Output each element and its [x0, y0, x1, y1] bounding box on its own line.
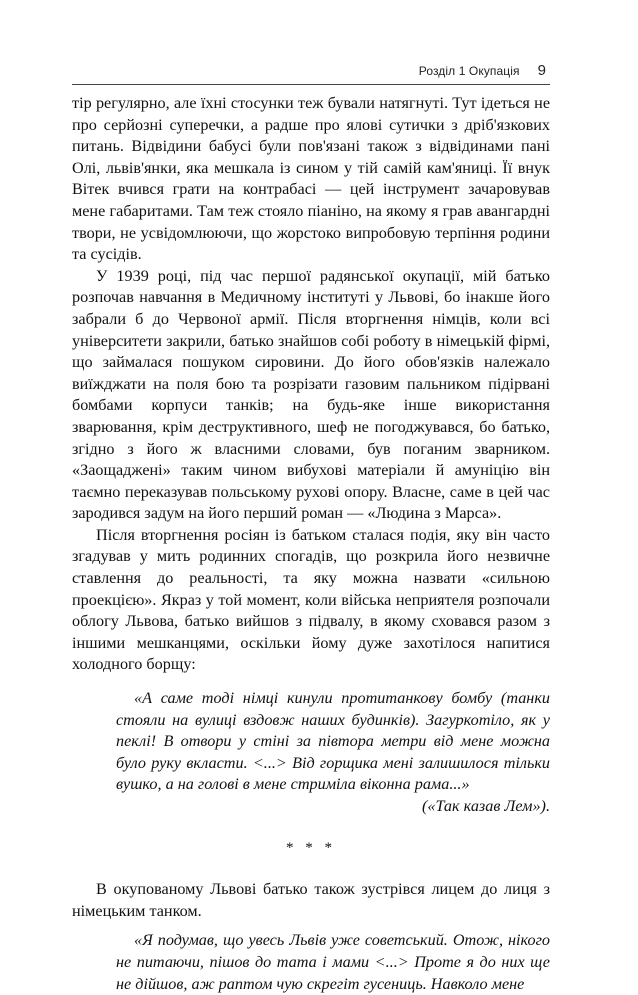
running-header [419, 62, 546, 79]
paragraph: Після вторгнення росіян із батьком сталася подія, яку він часто згадував у мить родинних спогадів, що розкрила його незвичне ставлення до реальності, та яку можна назвати «сильною проекцією». Якраз у той момент, коли війська неприятеля розпочали облогу Львова, батько вийшов з підвалу, в якому сховався разом з іншими мешканцями, оскільки йому дуже захотілося напитися холодного борщу: [72, 525, 550, 674]
paragraph: У 1939 році, під час першої радянської окупації, мій батько розпочав навчання в Медичному інституті у Львові, бо інакше його забрали б до Червоної армії. Після вторгнення німців, коли всі університети закрили, батько знайшов собі роботу в німецькій фірмі, що займалася пошуком сировини. До його обов'язків належало виїжджати на поля бою та розрізати газовим пальником підірвані бомбами корпуси танків; на будь-яке інше використання зварювання, крім деструктивного, шеф не погоджувався, бо батько, згідно з його ж власними словами, був поганим зварником. «Заощаджені» таким чином вибухові матеріали й амуніцію він таємно переказував польському рухові опору. Власне, саме в цей час зародився задум на його перший роман — «Людина з Марса». [72, 266, 550, 523]
header-rule [72, 84, 550, 85]
block-quote [72, 930, 550, 995]
quote-source: («Так казав Лем»). [422, 797, 550, 815]
quote-text: «А саме тоді німці кинули протитанкову бомбу (танки стояли на вулиці вздовж наших будинків). Загуркотіло, як у пеклі! В отвори у стіні за півтора метри від мене можна було руку вкласти. <...> Від горщика мені залишилося тільки вушко, а на голові в мене стриміла віконна рама...» [116, 689, 550, 794]
page-number: 9 [537, 62, 546, 79]
block-quote [72, 688, 550, 818]
chapter-title: Розділ 1 Окупація [418, 64, 520, 78]
body-text [72, 93, 550, 995]
quote-text: «Я подумав, що увесь Львів уже советський. Отож, нікого не питаючи, пішов до тата і мами <...> Проте я до них ще не дійшов, аж раптом чую скрегіт гусениць. Навколо мене [116, 931, 550, 993]
paragraph: В окупованому Львові батько також зустрівся лицем до лиця з німецьким танком. [72, 880, 550, 920]
section-separator: * * * [286, 839, 336, 856]
paragraph: тір регулярно, але їхні стосунки теж бували натягнуті. Тут ідеться не про серйозні суперечки, а радше про ялові сутички з дріб'язкових питань. Відвідини бабусі були пов'язані також з відвідинами пані Олі, львів'янки, яка мешкала із сином у тій самій кам'яниці. Її внук Вітек вчився грати на контрабасі — цей інструмент зачаровував мене габаритами. Там теж стояло піаніно, на якому я грав авангардні твори, не усвідомлюючи, що жорстоко випробовую терпіння родини та сусідів. [72, 94, 550, 264]
